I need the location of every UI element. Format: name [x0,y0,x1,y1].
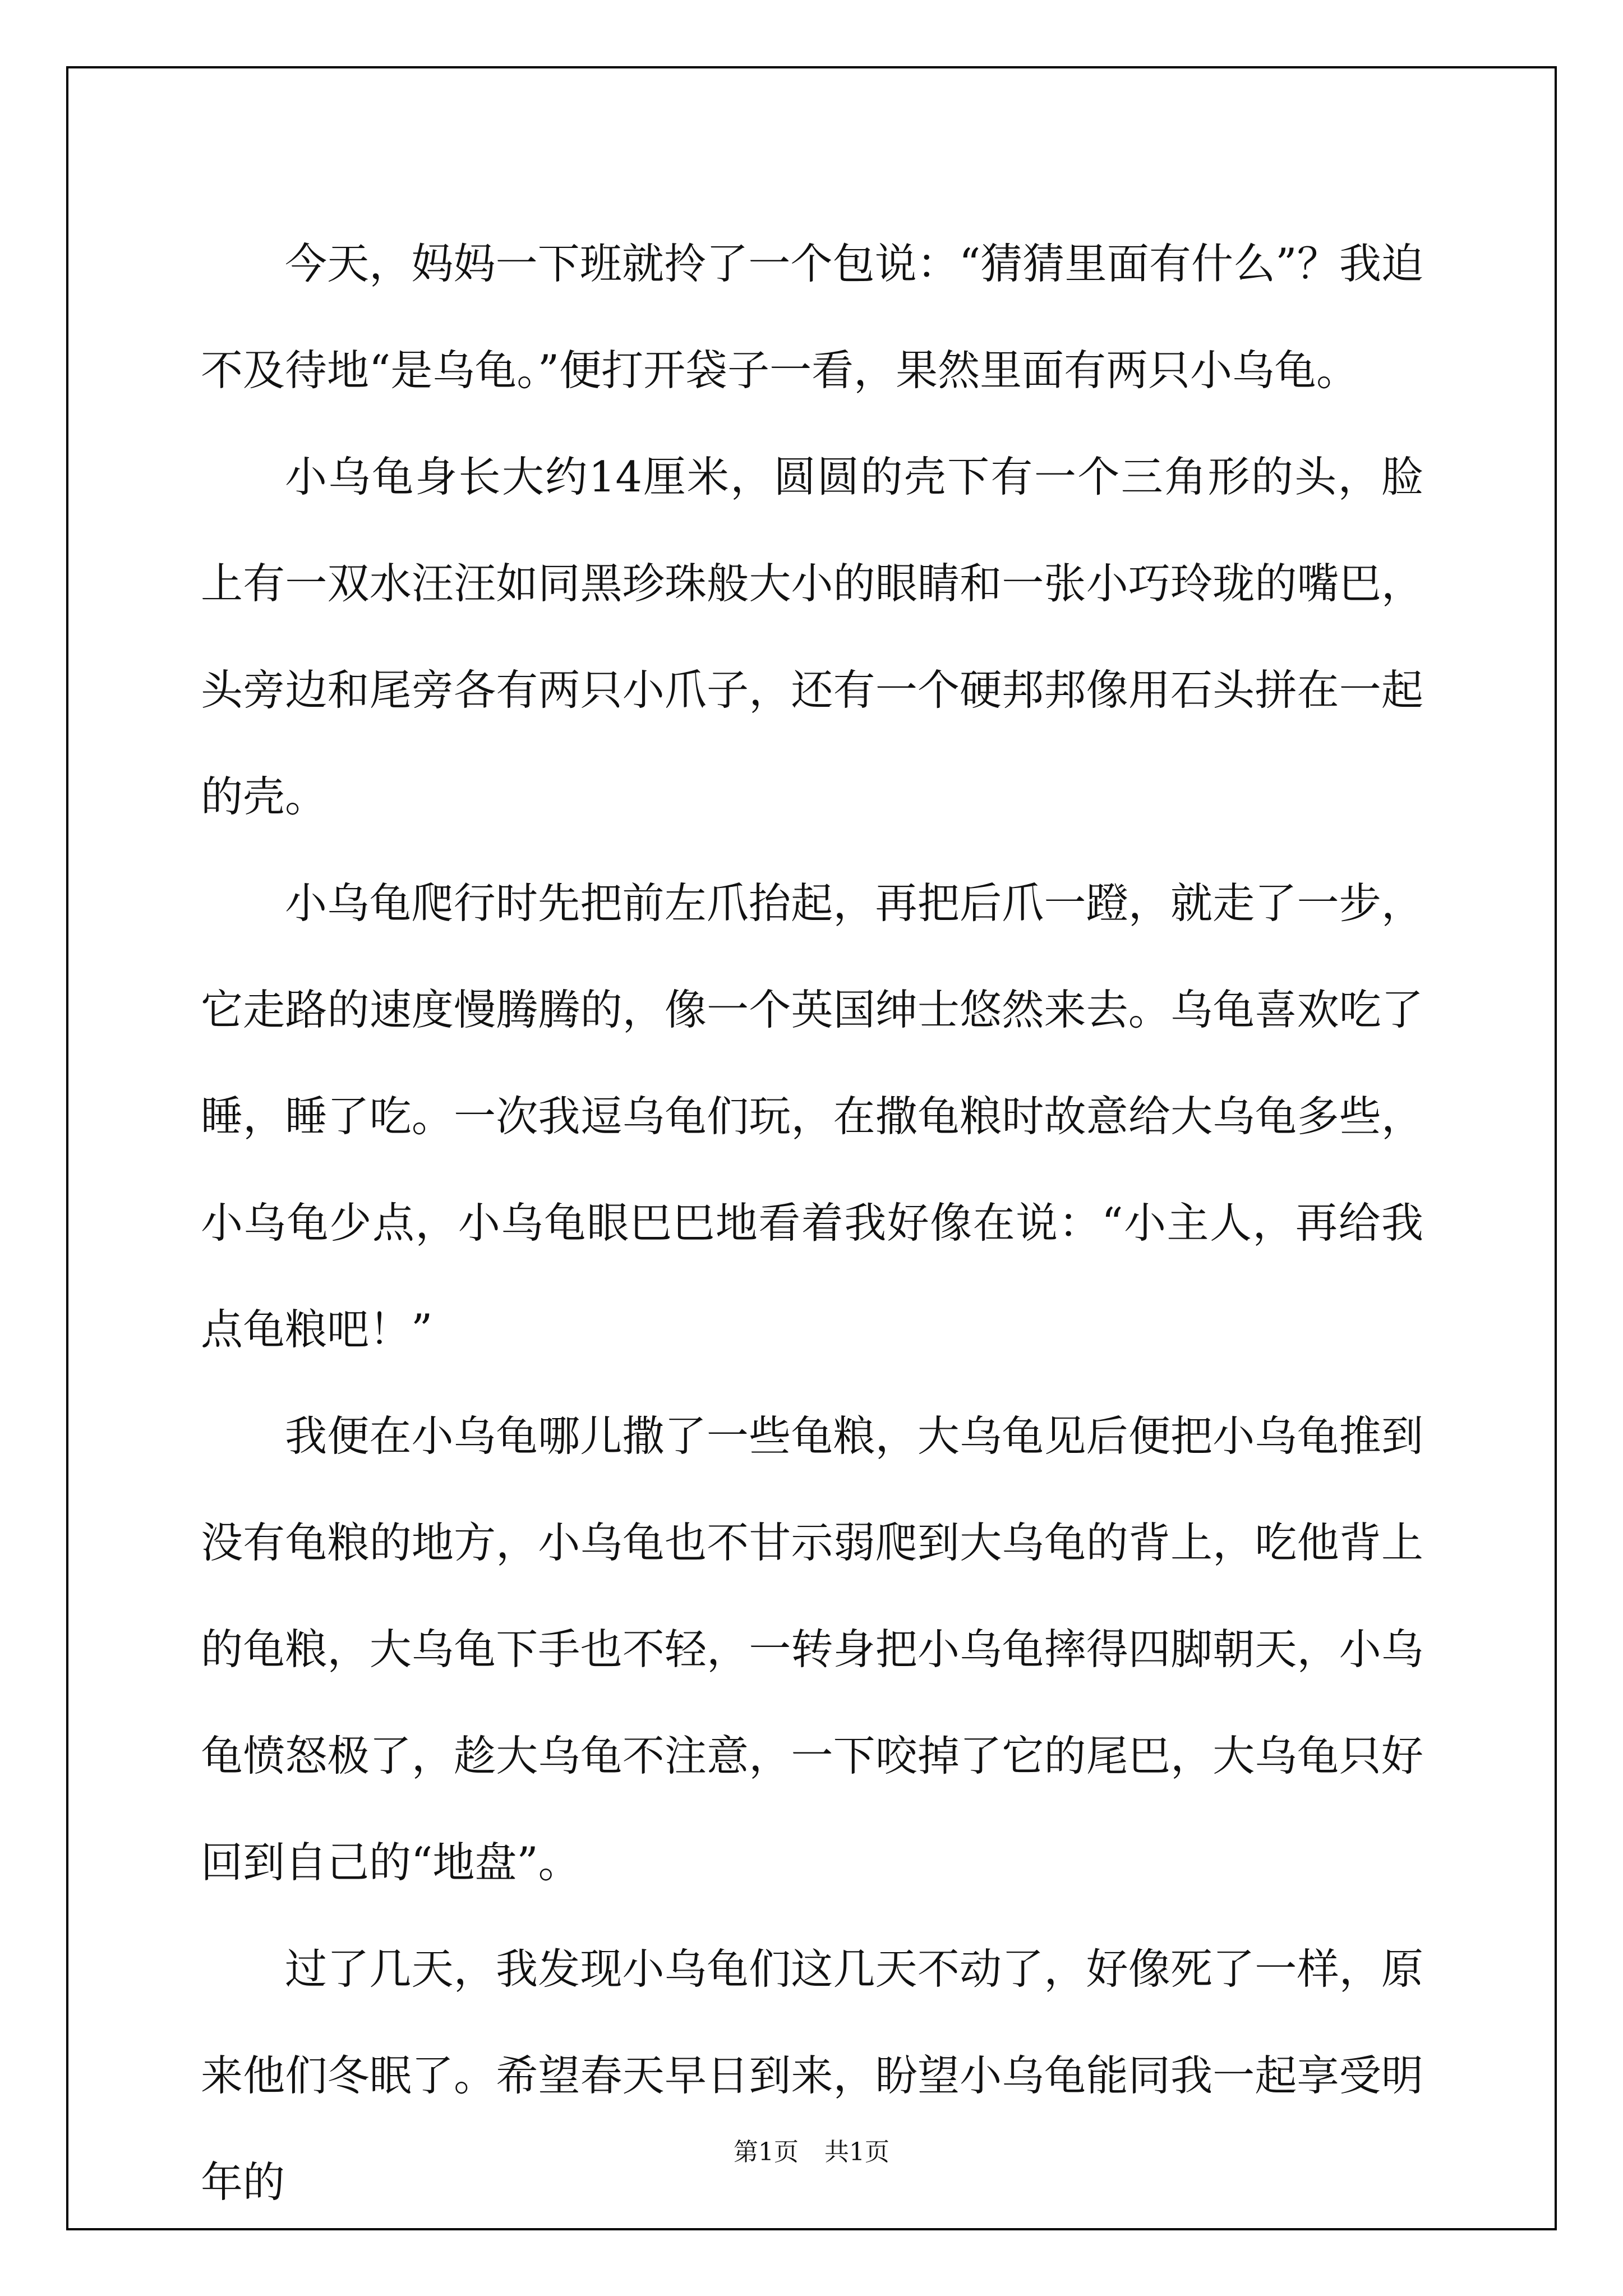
document-body [201,210,1423,2235]
paragraph-1: 今天，妈妈一下班就拎了一个包说：“猜猜里面有什么”？我迫不及待地“是乌龟。”便打开袋子一看，果然里面有两只小乌龟。 [201,239,1423,395]
paragraph-4: 我便在小乌龟哪儿撒了一些龟粮，大乌龟见后便把小乌龟推到没有龟粮的地方，小乌龟也不甘示弱爬到大乌龟的背上，吃他背上的龟粮，大乌龟下手也不轻，一转身把小乌龟摔得四脚朝天，小乌龟愤怒极了，趁大乌龟不注意，一下咬掉了它的尾巴，大乌龟只好回到自己的“地盘”。 [201,1411,1423,1887]
page-number-current: 第1页 [734,2138,799,2166]
page-number-total: 共1页 [824,2138,889,2166]
page-footer [0,2132,1623,2168]
paragraph-3: 小乌龟爬行时先把前左爪抬起，再把后爪一蹬，就走了一步，它走路的速度慢腾腾的，像一个英国绅士悠然来去。乌龟喜欢吃了睡，睡了吃。一次我逗乌龟们玩，在撒龟粮时故意给大乌龟多些，小乌龟少点，小乌龟眼巴巴地看着我好像在说：“小主人，再给我点龟粮吧！” [201,878,1423,1354]
paragraph-5: 过了几天，我发现小乌龟们这几天不动了，好像死了一样，原来他们冬眠了。希望春天早日到来，盼望小乌龟能同我一起享受明年的 [201,1944,1423,2207]
paragraph-2: 小乌龟身长大约14厘米，圆圆的壳下有一个三角形的头，脸上有一双水汪汪如同黑珍珠般大小的眼睛和一张小巧玲珑的嘴巴，头旁边和尾旁各有两只小爪子，还有一个硬邦邦像用石头拼在一起的壳。 [201,452,1423,821]
